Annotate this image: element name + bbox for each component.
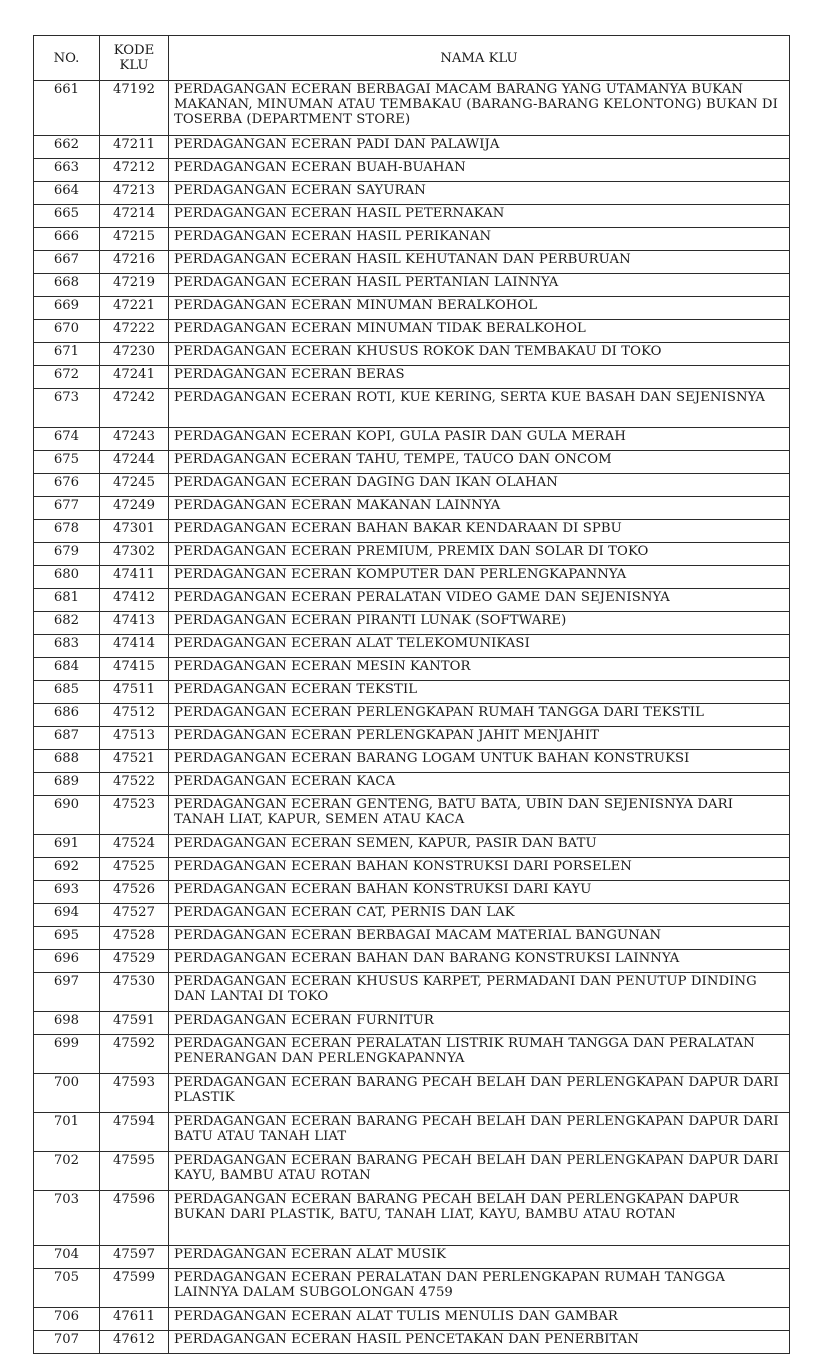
- table-row: [34, 773, 790, 796]
- table-row: [34, 796, 790, 835]
- row-number: 692: [34, 858, 100, 881]
- table-row: [34, 251, 790, 274]
- nama-klu-cell: PERDAGANGAN ECERAN MAKANAN LAINNYA: [169, 497, 790, 520]
- row-number: 705: [34, 1269, 100, 1308]
- row-number: 702: [34, 1152, 100, 1191]
- kode-klu-cell: 47593: [100, 1074, 169, 1113]
- kode-klu-cell: 47522: [100, 773, 169, 796]
- table-row: [34, 927, 790, 950]
- row-number: 681: [34, 589, 100, 612]
- kode-klu-cell: 47192: [100, 81, 169, 136]
- nama-klu-cell: PERDAGANGAN ECERAN MESIN KANTOR: [169, 658, 790, 681]
- table-row: [34, 1074, 790, 1113]
- kode-klu-cell: 47591: [100, 1012, 169, 1035]
- table-row: [34, 451, 790, 474]
- row-number: 691: [34, 835, 100, 858]
- nama-klu-cell: PERDAGANGAN ECERAN HASIL PERIKANAN: [169, 228, 790, 251]
- kode-klu-cell: 47216: [100, 251, 169, 274]
- kode-klu-cell: 47612: [100, 1331, 169, 1354]
- nama-klu-cell: PERDAGANGAN ECERAN KOPI, GULA PASIR DAN GULA MERAH: [169, 428, 790, 451]
- table-row: [34, 589, 790, 612]
- header-kode-line: KODE: [113, 43, 155, 58]
- kode-klu-cell: 47415: [100, 658, 169, 681]
- table-row: [34, 1152, 790, 1191]
- table-row: [34, 1246, 790, 1269]
- nama-klu-cell: PERDAGANGAN ECERAN SEMEN, KAPUR, PASIR DAN BATU: [169, 835, 790, 858]
- row-number: 666: [34, 228, 100, 251]
- kode-klu-cell: 47302: [100, 543, 169, 566]
- row-number: 664: [34, 182, 100, 205]
- table-row: [34, 543, 790, 566]
- row-number: 706: [34, 1308, 100, 1331]
- table-row: [34, 858, 790, 881]
- table-row: [34, 750, 790, 773]
- row-number: 688: [34, 750, 100, 773]
- nama-klu-cell: PERDAGANGAN ECERAN BARANG PECAH BELAH DAN PERLENGKAPAN DAPUR DARI PLASTIK: [169, 1074, 790, 1113]
- kode-klu-cell: 47511: [100, 681, 169, 704]
- table-row: [34, 136, 790, 159]
- nama-klu-cell: PERDAGANGAN ECERAN KHUSUS ROKOK DAN TEMBAKAU DI TOKO: [169, 343, 790, 366]
- table-body: [34, 81, 790, 1354]
- row-number: 678: [34, 520, 100, 543]
- table-row: [34, 635, 790, 658]
- nama-klu-cell: PERDAGANGAN ECERAN BARANG LOGAM UNTUK BAHAN KONSTRUKSI: [169, 750, 790, 773]
- kode-klu-cell: 47525: [100, 858, 169, 881]
- row-number: 701: [34, 1113, 100, 1152]
- row-number: 696: [34, 950, 100, 973]
- kode-klu-cell: 47523: [100, 796, 169, 835]
- table-row: [34, 81, 790, 136]
- row-number: 661: [34, 81, 100, 136]
- table-row: [34, 428, 790, 451]
- table-row: [34, 343, 790, 366]
- kode-klu-cell: 47222: [100, 320, 169, 343]
- table-row: [34, 520, 790, 543]
- nama-klu-cell: PERDAGANGAN ECERAN BAHAN KONSTRUKSI DARI KAYU: [169, 881, 790, 904]
- kode-klu-cell: 47595: [100, 1152, 169, 1191]
- nama-klu-cell: PERDAGANGAN ECERAN DAGING DAN IKAN OLAHAN: [169, 474, 790, 497]
- row-number: 675: [34, 451, 100, 474]
- row-number: 697: [34, 973, 100, 1012]
- row-number: 683: [34, 635, 100, 658]
- kode-klu-cell: 47411: [100, 566, 169, 589]
- table-row: [34, 389, 790, 428]
- kode-klu-cell: 47214: [100, 205, 169, 228]
- row-number: 674: [34, 428, 100, 451]
- nama-klu-cell: PERDAGANGAN ECERAN BERBAGAI MACAM MATERIAL BANGUNAN: [169, 927, 790, 950]
- nama-klu-cell: PERDAGANGAN ECERAN HASIL PENCETAKAN DAN PENERBITAN: [169, 1331, 790, 1354]
- kode-klu-cell: 47512: [100, 704, 169, 727]
- table-row: [34, 835, 790, 858]
- row-number: 672: [34, 366, 100, 389]
- kode-klu-cell: 47241: [100, 366, 169, 389]
- table-row: [34, 681, 790, 704]
- row-number: 679: [34, 543, 100, 566]
- kode-klu-cell: 47249: [100, 497, 169, 520]
- row-number: 668: [34, 274, 100, 297]
- row-number: 682: [34, 612, 100, 635]
- kode-klu-cell: 47212: [100, 159, 169, 182]
- nama-klu-cell: PERDAGANGAN ECERAN BARANG PECAH BELAH DAN PERLENGKAPAN DAPUR BUKAN DARI PLASTIK, BATU, TANAH LIAT, KAYU, BAMBU ATAU ROTAN: [169, 1191, 790, 1246]
- kode-klu-cell: 47242: [100, 389, 169, 428]
- table-row: [34, 274, 790, 297]
- nama-klu-cell: PERDAGANGAN ECERAN PERALATAN LISTRIK RUMAH TANGGA DAN PERALATAN PENERANGAN DAN PERLENGKAPANNYA: [169, 1035, 790, 1074]
- table-row: [34, 1012, 790, 1035]
- kode-klu-cell: 47211: [100, 136, 169, 159]
- table-row: [34, 159, 790, 182]
- table-row: [34, 612, 790, 635]
- kode-klu-cell: 47301: [100, 520, 169, 543]
- nama-klu-cell: PERDAGANGAN ECERAN HASIL KEHUTANAN DAN PERBURUAN: [169, 251, 790, 274]
- table-row: [34, 366, 790, 389]
- row-number: 686: [34, 704, 100, 727]
- table-row: [34, 474, 790, 497]
- kode-klu-cell: 47230: [100, 343, 169, 366]
- nama-klu-cell: PERDAGANGAN ECERAN PERALATAN DAN PERLENGKAPAN RUMAH TANGGA LAINNYA DALAM SUBGOLONGAN 4759: [169, 1269, 790, 1308]
- nama-klu-cell: PERDAGANGAN ECERAN MINUMAN TIDAK BERALKOHOL: [169, 320, 790, 343]
- kode-klu-cell: 47611: [100, 1308, 169, 1331]
- row-number: 667: [34, 251, 100, 274]
- table-row: [34, 950, 790, 973]
- nama-klu-cell: PERDAGANGAN ECERAN BERAS: [169, 366, 790, 389]
- kode-klu-cell: 47528: [100, 927, 169, 950]
- nama-klu-cell: PERDAGANGAN ECERAN ALAT TELEKOMUNIKASI: [169, 635, 790, 658]
- header-nama-klu: NAMA KLU: [169, 36, 790, 81]
- table-row: [34, 1113, 790, 1152]
- table-row: [34, 297, 790, 320]
- nama-klu-cell: PERDAGANGAN ECERAN MINUMAN BERALKOHOL: [169, 297, 790, 320]
- nama-klu-cell: PERDAGANGAN ECERAN ALAT TULIS MENULIS DAN GAMBAR: [169, 1308, 790, 1331]
- row-number: 665: [34, 205, 100, 228]
- kode-klu-cell: 47526: [100, 881, 169, 904]
- nama-klu-cell: PERDAGANGAN ECERAN PERLENGKAPAN JAHIT MENJAHIT: [169, 727, 790, 750]
- header-kode-klu: [100, 36, 169, 81]
- table-row: [34, 704, 790, 727]
- row-number: 669: [34, 297, 100, 320]
- kode-klu-cell: 47221: [100, 297, 169, 320]
- kode-klu-cell: 47530: [100, 973, 169, 1012]
- row-number: 700: [34, 1074, 100, 1113]
- row-number: 680: [34, 566, 100, 589]
- nama-klu-cell: PERDAGANGAN ECERAN HASIL PERTANIAN LAINNYA: [169, 274, 790, 297]
- row-number: 690: [34, 796, 100, 835]
- nama-klu-cell: PERDAGANGAN ECERAN FURNITUR: [169, 1012, 790, 1035]
- kode-klu-cell: 47245: [100, 474, 169, 497]
- nama-klu-cell: PERDAGANGAN ECERAN CAT, PERNIS DAN LAK: [169, 904, 790, 927]
- nama-klu-cell: PERDAGANGAN ECERAN SAYURAN: [169, 182, 790, 205]
- kode-klu-cell: 47243: [100, 428, 169, 451]
- nama-klu-cell: PERDAGANGAN ECERAN BAHAN BAKAR KENDARAAN DI SPBU: [169, 520, 790, 543]
- row-number: 684: [34, 658, 100, 681]
- row-number: 694: [34, 904, 100, 927]
- table-row: [34, 1269, 790, 1308]
- row-number: 704: [34, 1246, 100, 1269]
- nama-klu-cell: PERDAGANGAN ECERAN ALAT MUSIK: [169, 1246, 790, 1269]
- nama-klu-cell: PERDAGANGAN ECERAN ROTI, KUE KERING, SERTA KUE BASAH DAN SEJENISNYA: [169, 389, 790, 428]
- kode-klu-cell: 47215: [100, 228, 169, 251]
- row-number: 677: [34, 497, 100, 520]
- row-number: 695: [34, 927, 100, 950]
- kode-klu-cell: 47521: [100, 750, 169, 773]
- kode-klu-cell: 47412: [100, 589, 169, 612]
- nama-klu-cell: PERDAGANGAN ECERAN PREMIUM, PREMIX DAN SOLAR DI TOKO: [169, 543, 790, 566]
- row-number: 693: [34, 881, 100, 904]
- kode-klu-cell: 47594: [100, 1113, 169, 1152]
- nama-klu-cell: PERDAGANGAN ECERAN PADI DAN PALAWIJA: [169, 136, 790, 159]
- header-klu-line: KLU: [119, 58, 149, 73]
- table-row: [34, 1331, 790, 1354]
- document-page: [33, 35, 789, 1354]
- kode-klu-cell: 47244: [100, 451, 169, 474]
- kode-klu-cell: 47527: [100, 904, 169, 927]
- nama-klu-cell: PERDAGANGAN ECERAN TAHU, TEMPE, TAUCO DAN ONCOM: [169, 451, 790, 474]
- kode-klu-cell: 47513: [100, 727, 169, 750]
- nama-klu-cell: PERDAGANGAN ECERAN BAHAN KONSTRUKSI DARI PORSELEN: [169, 858, 790, 881]
- nama-klu-cell: PERDAGANGAN ECERAN BAHAN DAN BARANG KONSTRUKSI LAINNYA: [169, 950, 790, 973]
- table-header-row: [34, 36, 790, 81]
- kode-klu-cell: 47592: [100, 1035, 169, 1074]
- kode-klu-cell: 47599: [100, 1269, 169, 1308]
- table-row: [34, 881, 790, 904]
- table-row: [34, 1308, 790, 1331]
- nama-klu-cell: PERDAGANGAN ECERAN KHUSUS KARPET, PERMADANI DAN PENUTUP DINDING DAN LANTAI DI TOKO: [169, 973, 790, 1012]
- nama-klu-cell: PERDAGANGAN ECERAN KACA: [169, 773, 790, 796]
- nama-klu-cell: PERDAGANGAN ECERAN BERBAGAI MACAM BARANG YANG UTAMANYA BUKAN MAKANAN, MINUMAN ATAU TEMBAKAU (BARANG-BARANG KELONTONG) BUKAN DI TOSERBA (DEPARTMENT STORE): [169, 81, 790, 136]
- table-row: [34, 320, 790, 343]
- row-number: 687: [34, 727, 100, 750]
- row-number: 663: [34, 159, 100, 182]
- nama-klu-cell: PERDAGANGAN ECERAN KOMPUTER DAN PERLENGKAPANNYA: [169, 566, 790, 589]
- nama-klu-cell: PERDAGANGAN ECERAN PERALATAN VIDEO GAME DAN SEJENISNYA: [169, 589, 790, 612]
- nama-klu-cell: PERDAGANGAN ECERAN TEKSTIL: [169, 681, 790, 704]
- row-number: 673: [34, 389, 100, 428]
- row-number: 685: [34, 681, 100, 704]
- nama-klu-cell: PERDAGANGAN ECERAN BARANG PECAH BELAH DAN PERLENGKAPAN DAPUR DARI BATU ATAU TANAH LIAT: [169, 1113, 790, 1152]
- row-number: 670: [34, 320, 100, 343]
- row-number: 698: [34, 1012, 100, 1035]
- table-row: [34, 1035, 790, 1074]
- table-row: [34, 904, 790, 927]
- row-number: 703: [34, 1191, 100, 1246]
- nama-klu-cell: PERDAGANGAN ECERAN PERLENGKAPAN RUMAH TANGGA DARI TEKSTIL: [169, 704, 790, 727]
- table-row: [34, 658, 790, 681]
- table-row: [34, 205, 790, 228]
- table-row: [34, 497, 790, 520]
- table-row: [34, 566, 790, 589]
- kode-klu-cell: 47524: [100, 835, 169, 858]
- klu-table: [33, 35, 790, 1354]
- table-row: [34, 727, 790, 750]
- table-row: [34, 973, 790, 1012]
- row-number: 676: [34, 474, 100, 497]
- kode-klu-cell: 47413: [100, 612, 169, 635]
- kode-klu-cell: 47213: [100, 182, 169, 205]
- header-no: NO.: [34, 36, 100, 81]
- row-number: 662: [34, 136, 100, 159]
- kode-klu-cell: 47414: [100, 635, 169, 658]
- row-number: 707: [34, 1331, 100, 1354]
- row-number: 699: [34, 1035, 100, 1074]
- nama-klu-cell: PERDAGANGAN ECERAN HASIL PETERNAKAN: [169, 205, 790, 228]
- nama-klu-cell: PERDAGANGAN ECERAN BUAH-BUAHAN: [169, 159, 790, 182]
- table-row: [34, 228, 790, 251]
- nama-klu-cell: PERDAGANGAN ECERAN BARANG PECAH BELAH DAN PERLENGKAPAN DAPUR DARI KAYU, BAMBU ATAU ROTAN: [169, 1152, 790, 1191]
- kode-klu-cell: 47219: [100, 274, 169, 297]
- row-number: 689: [34, 773, 100, 796]
- nama-klu-cell: PERDAGANGAN ECERAN GENTENG, BATU BATA, UBIN DAN SEJENISNYA DARI TANAH LIAT, KAPUR, SEMEN ATAU KACA: [169, 796, 790, 835]
- kode-klu-cell: 47597: [100, 1246, 169, 1269]
- kode-klu-cell: 47596: [100, 1191, 169, 1246]
- row-number: 671: [34, 343, 100, 366]
- nama-klu-cell: PERDAGANGAN ECERAN PIRANTI LUNAK (SOFTWARE): [169, 612, 790, 635]
- kode-klu-cell: 47529: [100, 950, 169, 973]
- table-row: [34, 182, 790, 205]
- table-row: [34, 1191, 790, 1246]
